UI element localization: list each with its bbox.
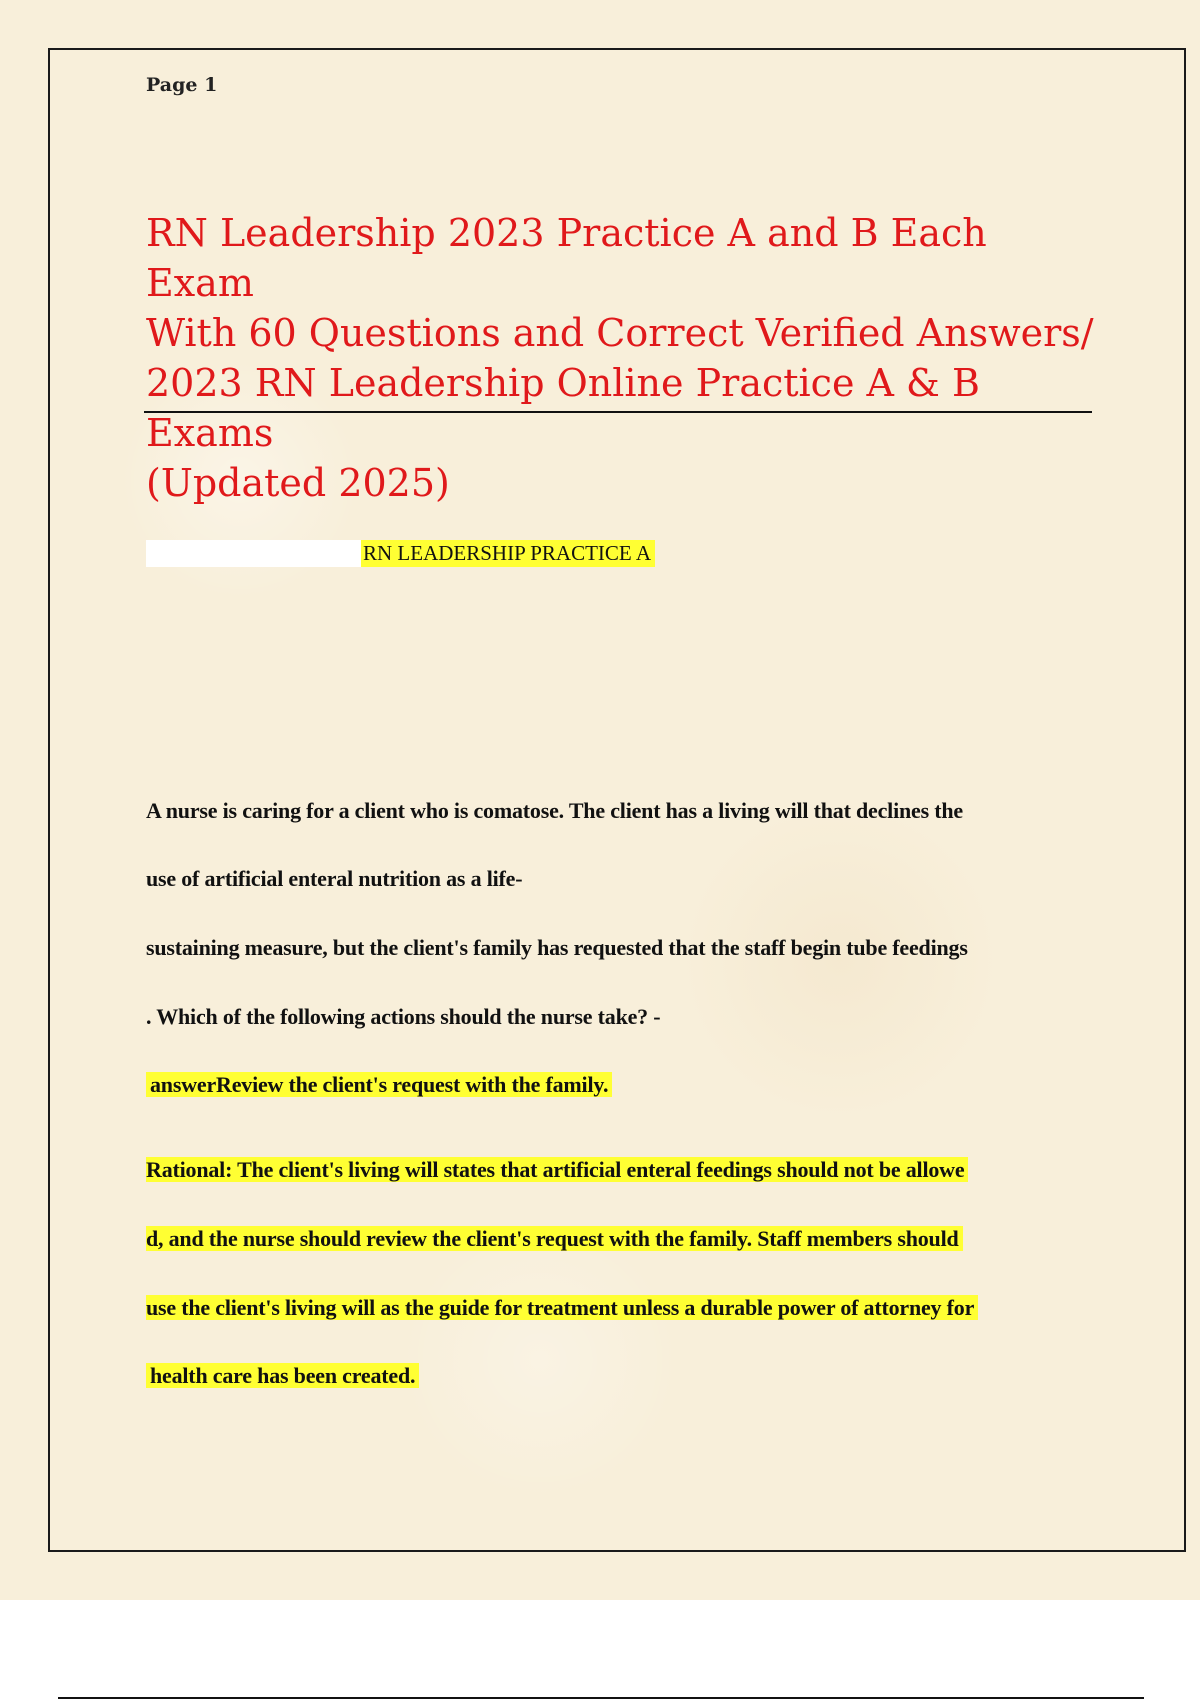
rationale-text: d, and the nurse should review the client's request with the family. Staff members should bbox=[146, 1226, 963, 1251]
page-number: Page 1 bbox=[146, 74, 218, 96]
title-underline bbox=[144, 411, 1092, 413]
question-line: . Which of the following actions should the nurse take? - bbox=[146, 1004, 661, 1029]
rationale-text: health care has been created. bbox=[146, 1363, 419, 1388]
answer-line bbox=[146, 1070, 612, 1100]
question-line: sustaining measure, but the client's family has requested that the staff begin tube feedings bbox=[146, 935, 968, 960]
rationale-line bbox=[146, 1361, 419, 1391]
rationale-text: use the client's living will as the guide for treatment unless a durable power of attorney for bbox=[146, 1295, 978, 1320]
next-page-rule bbox=[58, 1697, 1144, 1699]
title-line: With 60 Questions and Correct Verified Answers/ bbox=[146, 311, 1094, 355]
title-line: 2023 RN Leadership Online Practice A & B Exams bbox=[146, 361, 980, 455]
document-title bbox=[146, 208, 1096, 508]
redaction-block bbox=[146, 540, 362, 567]
question-line: A nurse is caring for a client who is comatose. The client has a living will that declines the bbox=[146, 798, 963, 823]
rationale-line bbox=[146, 1224, 963, 1254]
question-line: use of artificial enteral nutrition as a life- bbox=[146, 866, 523, 891]
rationale-text: Rational: The client's living will states that artificial enteral feedings should not be allowe bbox=[146, 1157, 968, 1182]
rationale-line bbox=[146, 1293, 978, 1323]
answer-text: answerReview the client's request with the family. bbox=[146, 1072, 612, 1097]
title-line: (Updated 2025) bbox=[146, 461, 450, 505]
rationale-line bbox=[146, 1155, 968, 1185]
section-heading: RN LEADERSHIP PRACTICE A bbox=[361, 540, 655, 567]
title-line: RN Leadership 2023 Practice A and B Each Exam bbox=[146, 211, 987, 305]
